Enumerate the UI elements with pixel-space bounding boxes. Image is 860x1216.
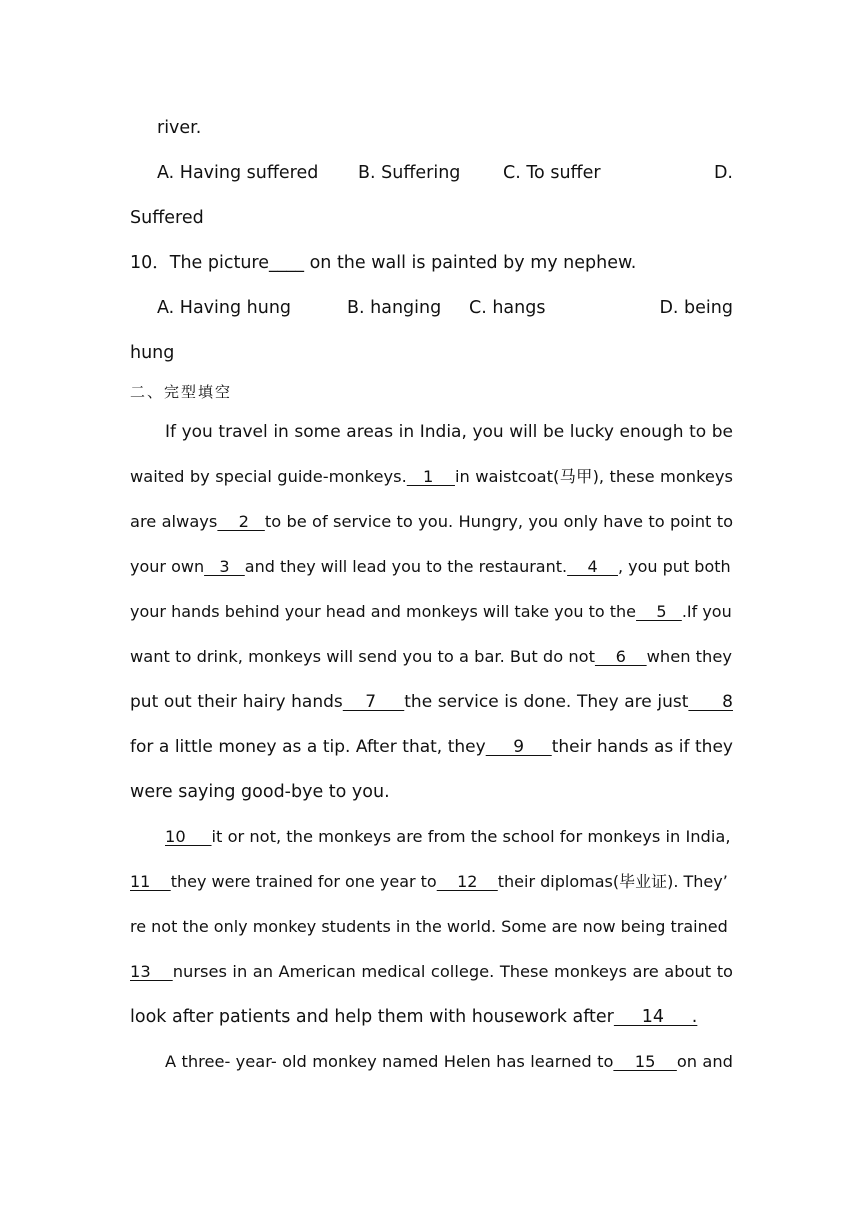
blank-1: 1 xyxy=(406,467,455,486)
passage-text: waited by special guide-monkeys. xyxy=(130,467,407,486)
blank-5: 5 xyxy=(636,602,682,621)
q9-option-a: A. Having suffered xyxy=(157,163,319,183)
blank-12: 12 xyxy=(436,872,498,891)
blank-7: 7 xyxy=(342,692,405,712)
blank-11: 11 xyxy=(130,872,171,891)
blank-2: 2 xyxy=(217,512,265,531)
passage-text: are always xyxy=(130,512,218,531)
passage-text: your own xyxy=(130,557,205,576)
blank-10: 10 xyxy=(165,827,212,846)
q9-option-c: C. To suffer xyxy=(503,163,601,183)
passage-line-9: were saying good-bye to you. xyxy=(130,782,390,802)
passage-text: look after patients and help them with housework after xyxy=(130,1007,614,1027)
q9-option-d: D. xyxy=(713,163,733,183)
q10-stem xyxy=(130,251,733,275)
q10-stem-blank: ____ xyxy=(269,253,305,273)
blank-14: 14 . xyxy=(613,1007,698,1027)
passage-line-5 xyxy=(130,600,733,624)
passage-line-11 xyxy=(130,870,733,894)
passage-line-14 xyxy=(130,1005,733,1029)
passage-line-1: If you travel in some areas in India, you will be lucky enough to be xyxy=(165,422,733,442)
passage-text: they were trained for one year to xyxy=(170,872,437,891)
q10-option-d-wrap: hung xyxy=(130,343,175,363)
q9-option-b: B. Suffering xyxy=(358,163,461,183)
passage-text: the service is done. They are just xyxy=(404,692,689,712)
passage-text: for a little money as a tip. After that, they xyxy=(130,737,486,757)
passage-text: A three- year- old monkey named Helen has learned to xyxy=(165,1052,614,1071)
passage-line-4 xyxy=(130,555,733,579)
passage-text: their diplomas(毕业证). They’ xyxy=(497,872,728,891)
q9-stem-tail: river. xyxy=(157,118,202,138)
blank-8: 8 xyxy=(688,692,733,712)
q9-option-d-wrap: Suffered xyxy=(130,208,204,228)
passage-line-12: re not the only monkey students in the world. Some are now being trained xyxy=(130,917,728,936)
passage-text: in waistcoat(马甲), these monkeys xyxy=(454,467,734,486)
passage-text: , you put both xyxy=(617,557,731,576)
passage-line-13 xyxy=(130,960,733,984)
q10-option-a: A. Having hung xyxy=(157,298,292,318)
passage-text: want to drink, monkeys will send you to a bar. But do not xyxy=(130,647,595,666)
blank-15: 15 xyxy=(613,1052,677,1071)
passage-text: to be of service to you. Hungry, you only have to point to xyxy=(264,512,734,531)
passage-line-15 xyxy=(165,1050,733,1074)
passage-text: nurses in an American medical college. These monkeys are about to xyxy=(172,962,734,981)
passage-text: their hands as if they xyxy=(551,737,733,757)
passage-line-6 xyxy=(130,645,733,669)
q10-option-b: B. hanging xyxy=(347,298,442,318)
passage-text: and they will lead you to the restaurant. xyxy=(244,557,568,576)
passage-text: .If you xyxy=(681,602,732,621)
passage-text: put out their hairy hands xyxy=(130,692,343,712)
blank-13: 13 xyxy=(130,962,173,981)
passage-text: when they xyxy=(646,647,732,666)
blank-6: 6 xyxy=(594,647,647,666)
passage-text: on and xyxy=(676,1052,734,1071)
passage-text: your hands behind your head and monkeys will take you to the xyxy=(130,602,637,621)
blank-4: 4 xyxy=(567,557,618,576)
passage-text: it or not, the monkeys are from the school for monkeys in India, xyxy=(211,827,731,846)
q10-stem-pre: 10．The picture xyxy=(130,253,270,273)
blank-9: 9 xyxy=(485,737,552,757)
q10-option-d: D. being xyxy=(659,298,733,318)
passage-line-10 xyxy=(165,825,733,849)
passage-line-3 xyxy=(130,510,733,534)
passage-line-8 xyxy=(130,735,733,759)
passage-line-2 xyxy=(130,465,733,489)
section-heading: 二、完型填空 xyxy=(130,383,233,401)
q10-stem-post: on the wall is painted by my nephew. xyxy=(304,253,637,273)
q10-option-c: C. hangs xyxy=(469,298,546,318)
blank-3: 3 xyxy=(204,557,245,576)
passage-line-7 xyxy=(130,690,733,714)
